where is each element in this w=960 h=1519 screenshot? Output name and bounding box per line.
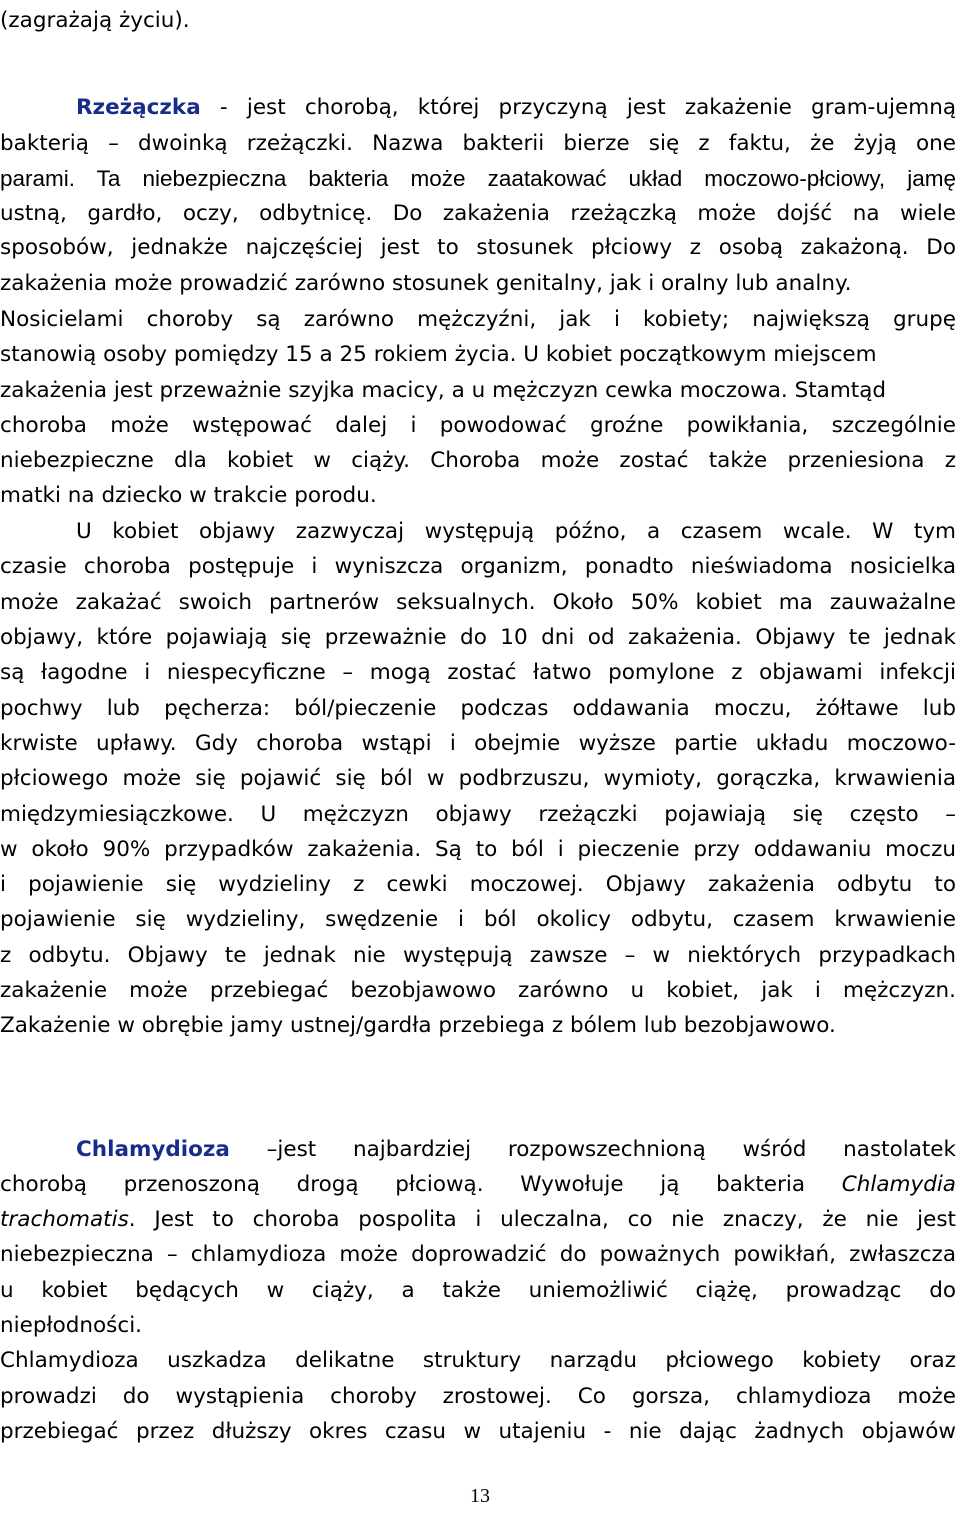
text-line: ustną, gardło, oczy, odbytnicę. Do zakażenia rzeżączką może dojść na wiele — [0, 201, 956, 226]
text-line: czasie choroba postępuje i wyniszcza organizm, ponadto nieświadoma nosicielka — [0, 554, 956, 579]
text-line: przebiegać przez dłuższy okres czasu w utajeniu - nie dając żadnych objawów — [0, 1419, 956, 1444]
text-line: może zakażać swoich partnerów seksualnych. Około 50% kobiet ma zauważalne — [0, 590, 956, 615]
text-span: - jest chorobą, której przyczyną jest zakażenie gram-ujemną — [200, 95, 956, 120]
text-span: U kobiet objawy zazwyczaj występują późno, a czasem wcale. W tym — [76, 519, 956, 544]
text-line: zakażenia może prowadzić zarówno stosunek genitalny, jak i oralny lub analny. — [0, 271, 852, 296]
text-line — [0, 1132, 956, 1168]
text-span: . Jest to choroba pospolita i uleczalna, co nie znaczy, że nie jest — [128, 1207, 956, 1232]
species-name: trachomatis — [0, 1207, 129, 1232]
text-line: i pojawienie się wydzieliny z cewki moczowej. Objawy zakażenia odbytu to — [0, 872, 956, 897]
text-line: choroba może wstępować dalej i powodować groźne powikłania, szczególnie — [0, 413, 956, 438]
text-line: międzymiesiączkowe. U mężczyzn objawy rzeżączki pojawiają się często – — [0, 802, 956, 827]
text-line: prowadzi do wystąpienia choroby zrostowej. Co gorsza, chlamydioza może — [0, 1384, 956, 1409]
text-line — [0, 1202, 956, 1238]
term-chlamydioza: Chlamydioza — [76, 1137, 230, 1162]
text-line — [0, 90, 956, 126]
text-line: płciowego może się pojawić się ból w podbrzuszu, wymioty, gorączka, krwawienia — [0, 766, 956, 791]
text-line: matki na dziecko w trakcie porodu. — [0, 483, 377, 508]
species-name: Chlamydia — [841, 1172, 956, 1197]
text-line: Chlamydioza uszkadza delikatne struktury narządu płciowego kobiety oraz — [0, 1348, 956, 1373]
text-line: zakażenie może przebiegać bezobjawowo zarówno u kobiet, jak i mężczyzn. — [0, 978, 956, 1003]
text-line: w około 90% przypadków zakażenia. Są to ból i pieczenie przy oddawaniu moczu — [0, 837, 956, 862]
text-line: z odbytu. Objawy te jednak nie występują zawsze – w niektórych przypadkach — [0, 943, 956, 968]
text-line: pochwy lub pęcherza: ból/pieczenie podczas oddawania moczu, żółtawe lub — [0, 696, 956, 721]
text-line: zakażenia jest przeważnie szyjka macicy, a u mężczyzn cewka moczowa. Stamtąd — [0, 378, 887, 403]
text-line: stanowią osoby pomiędzy 15 a 25 rokiem życia. U kobiet początkowym miejscem — [0, 342, 877, 367]
text-line: parami. Ta niebezpieczna bakteria może zaatakować układ moczowo-płciowy, jamę — [0, 166, 956, 191]
text-span: chorobą przenoszoną drogą płciową. Wywołuje ją bakteria — [0, 1172, 842, 1197]
text-span: –jest najbardziej rozpowszechnioną wśród nastolatek — [229, 1137, 956, 1162]
term-rzezaczka: Rzeżączka — [76, 95, 201, 120]
text-line: są łagodne i niespecyficzne – mogą zostać łatwo pomylone z objawami infekcji — [0, 660, 956, 685]
text-line: objawy, które pojawiają się przeważnie do 10 dni od zakażenia. Objawy te jednak — [0, 625, 956, 650]
text-line: Zakażenie w obrębie jamy ustnej/gardła przebiega z bólem lub bezobjawowo. — [0, 1013, 836, 1038]
text-line: niebezpieczne dla kobiet w ciąży. Choroba może zostać także przeniesiona z — [0, 448, 956, 473]
text-line: u kobiet będących w ciąży, a także uniemożliwić ciążę, prowadząc do — [0, 1278, 956, 1303]
text-line: (zagrażają życiu). — [0, 8, 190, 33]
text-line: sposobów, jednakże najczęściej jest to stosunek płciowy z osobą zakażoną. Do — [0, 235, 956, 260]
text-line: Nosicielami choroby są zarówno mężczyźni, jak i kobiety; największą grupę — [0, 307, 956, 332]
text-line: krwiste upławy. Gdy choroba wstąpi i obejmie wyższe partie układu moczowo- — [0, 731, 956, 756]
text-line: bakterią – dwoinką rzeżączki. Nazwa bakterii bierze się z faktu, że żyją one — [0, 131, 956, 156]
text-line — [0, 514, 956, 550]
text-line: niebezpieczna – chlamydioza może doprowadzić do poważnych powikłań, zwłaszcza — [0, 1242, 956, 1267]
text-line — [0, 1167, 956, 1203]
text-line: pojawienie się wydzieliny, swędzenie i ból okolicy odbytu, czasem krwawienie — [0, 907, 956, 932]
page-number: 13 — [470, 1485, 490, 1507]
text-line: niepłodności. — [0, 1313, 142, 1338]
